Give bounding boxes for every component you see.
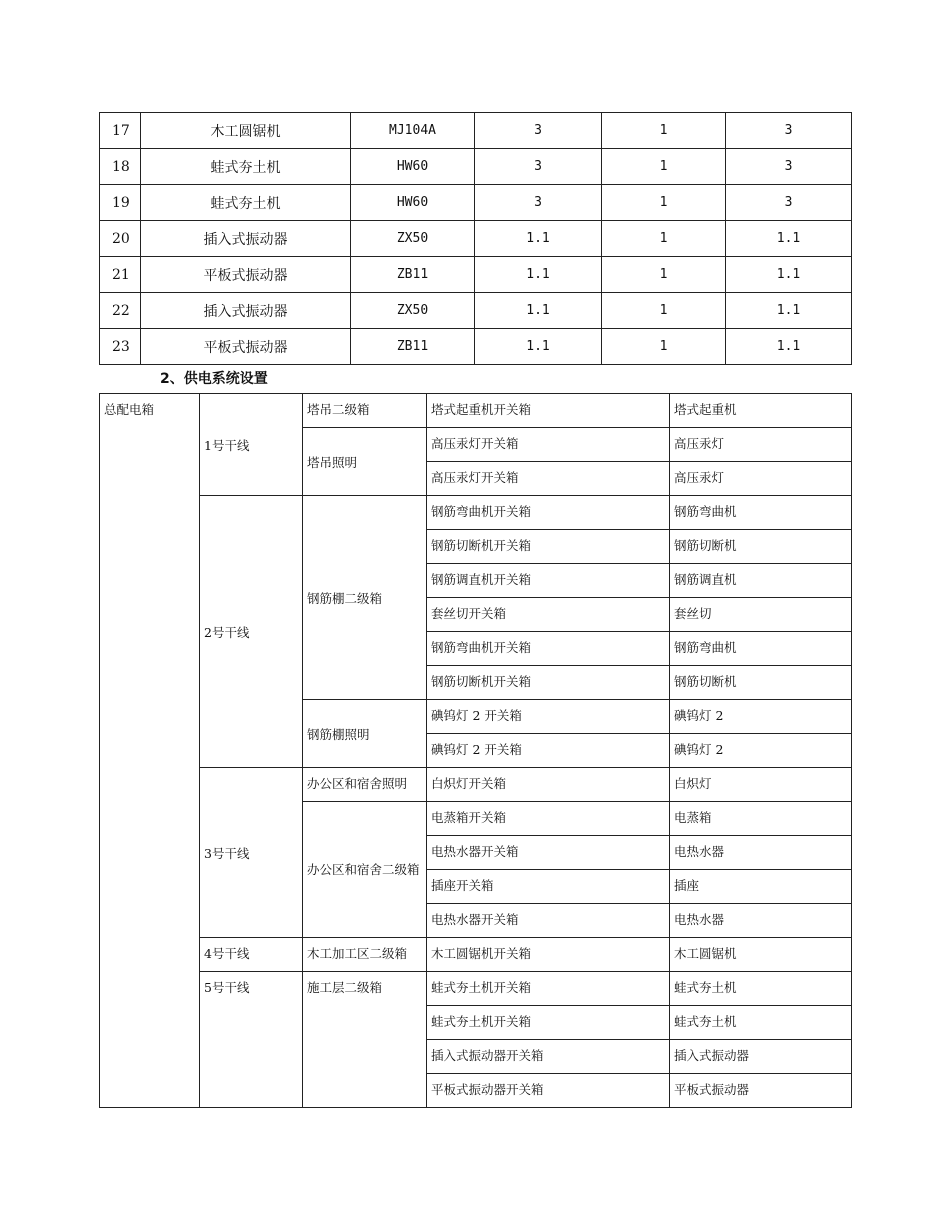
sub-box: 钢筋棚照明 — [303, 700, 427, 768]
quantity: 1 — [602, 257, 726, 293]
equipment-model: ZB11 — [351, 329, 475, 365]
row-number: 19 — [100, 185, 141, 221]
switch-box: 电热水器开关箱 — [427, 904, 670, 938]
equipment-model: ZX50 — [351, 221, 475, 257]
switch-box: 碘钨灯 2 开关箱 — [427, 734, 670, 768]
device: 塔式起重机 — [670, 394, 852, 428]
table-row — [100, 394, 852, 428]
device: 钢筋弯曲机 — [670, 632, 852, 666]
sub-box: 木工加工区二级箱 — [303, 938, 427, 972]
table-row — [100, 293, 852, 329]
device: 木工圆锯机 — [670, 938, 852, 972]
table-row — [100, 185, 852, 221]
sub-box: 办公区和宿舍二级箱 — [303, 802, 427, 938]
switch-box: 高压汞灯开关箱 — [427, 428, 670, 462]
trunk-line-4: 4号干线 — [200, 938, 303, 972]
device: 白炽灯 — [670, 768, 852, 802]
device: 钢筋调直机 — [670, 564, 852, 598]
rated-power: 3 — [475, 113, 602, 149]
device: 碘钨灯 2 — [670, 734, 852, 768]
device: 电热水器 — [670, 904, 852, 938]
switch-box: 蛙式夯土机开关箱 — [427, 1006, 670, 1040]
equipment-name: 平板式振动器 — [141, 329, 351, 365]
switch-box: 钢筋调直机开关箱 — [427, 564, 670, 598]
row-number: 17 — [100, 113, 141, 149]
equipment-model: HW60 — [351, 185, 475, 221]
quantity: 1 — [602, 113, 726, 149]
quantity: 1 — [602, 293, 726, 329]
device: 高压汞灯 — [670, 462, 852, 496]
device: 钢筋弯曲机 — [670, 496, 852, 530]
table-row — [100, 938, 852, 972]
row-number: 20 — [100, 221, 141, 257]
table-row — [100, 113, 852, 149]
switch-box: 高压汞灯开关箱 — [427, 462, 670, 496]
device: 碘钨灯 2 — [670, 700, 852, 734]
device: 电蒸箱 — [670, 802, 852, 836]
row-number: 21 — [100, 257, 141, 293]
device: 高压汞灯 — [670, 428, 852, 462]
trunk-line-5: 5号干线 — [200, 972, 303, 1108]
switch-box: 插座开关箱 — [427, 870, 670, 904]
switch-box: 木工圆锯机开关箱 — [427, 938, 670, 972]
table-row — [100, 257, 852, 293]
equipment-name: 插入式振动器 — [141, 293, 351, 329]
trunk-line-3: 3号干线 — [200, 768, 303, 938]
switch-box: 插入式振动器开关箱 — [427, 1040, 670, 1074]
table-row — [100, 496, 852, 530]
switch-box: 电热水器开关箱 — [427, 836, 670, 870]
row-number: 22 — [100, 293, 141, 329]
quantity: 1 — [602, 185, 726, 221]
switch-box: 碘钨灯 2 开关箱 — [427, 700, 670, 734]
trunk-line-2: 2号干线 — [200, 496, 303, 768]
switch-box: 白炽灯开关箱 — [427, 768, 670, 802]
row-number: 18 — [100, 149, 141, 185]
sub-box: 钢筋棚二级箱 — [303, 496, 427, 700]
quantity: 1 — [602, 221, 726, 257]
switch-box: 塔式起重机开关箱 — [427, 394, 670, 428]
switch-box: 钢筋弯曲机开关箱 — [427, 496, 670, 530]
device: 插入式振动器 — [670, 1040, 852, 1074]
row-number: 23 — [100, 329, 141, 365]
equipment-table — [99, 112, 852, 365]
quantity: 1 — [602, 329, 726, 365]
switch-box: 套丝切开关箱 — [427, 598, 670, 632]
total-power: 3 — [726, 113, 852, 149]
total-power: 1.1 — [726, 329, 852, 365]
equipment-model: ZX50 — [351, 293, 475, 329]
sub-box: 塔吊二级箱 — [303, 394, 427, 428]
equipment-model: HW60 — [351, 149, 475, 185]
rated-power: 1.1 — [475, 329, 602, 365]
equipment-name: 蛙式夯土机 — [141, 185, 351, 221]
sub-box: 办公区和宿舍照明 — [303, 768, 427, 802]
sub-box: 施工层二级箱 — [303, 972, 427, 1108]
switch-box: 钢筋切断机开关箱 — [427, 666, 670, 700]
trunk-line-1: 1号干线 — [200, 394, 303, 496]
main-distribution-box: 总配电箱 — [100, 394, 200, 1108]
section-heading: 2、供电系统设置 — [160, 371, 268, 387]
power-system-table — [99, 393, 852, 1108]
device: 套丝切 — [670, 598, 852, 632]
equipment-name: 平板式振动器 — [141, 257, 351, 293]
device: 蛙式夯土机 — [670, 1006, 852, 1040]
table-row — [100, 221, 852, 257]
sub-box: 塔吊照明 — [303, 428, 427, 496]
equipment-model: MJ104A — [351, 113, 475, 149]
switch-box: 平板式振动器开关箱 — [427, 1074, 670, 1108]
device: 钢筋切断机 — [670, 666, 852, 700]
table-row — [100, 972, 852, 1006]
rated-power: 1.1 — [475, 221, 602, 257]
switch-box: 蛙式夯土机开关箱 — [427, 972, 670, 1006]
table-row — [100, 768, 852, 802]
total-power: 1.1 — [726, 257, 852, 293]
rated-power: 3 — [475, 185, 602, 221]
equipment-name: 蛙式夯土机 — [141, 149, 351, 185]
table-row — [100, 149, 852, 185]
switch-box: 电蒸箱开关箱 — [427, 802, 670, 836]
rated-power: 1.1 — [475, 293, 602, 329]
rated-power: 1.1 — [475, 257, 602, 293]
equipment-name: 插入式振动器 — [141, 221, 351, 257]
device: 插座 — [670, 870, 852, 904]
device: 蛙式夯土机 — [670, 972, 852, 1006]
rated-power: 3 — [475, 149, 602, 185]
quantity: 1 — [602, 149, 726, 185]
device: 电热水器 — [670, 836, 852, 870]
device: 钢筋切断机 — [670, 530, 852, 564]
total-power: 1.1 — [726, 221, 852, 257]
total-power: 3 — [726, 185, 852, 221]
equipment-name: 木工圆锯机 — [141, 113, 351, 149]
switch-box: 钢筋切断机开关箱 — [427, 530, 670, 564]
table-row — [100, 329, 852, 365]
total-power: 3 — [726, 149, 852, 185]
device: 平板式振动器 — [670, 1074, 852, 1108]
switch-box: 钢筋弯曲机开关箱 — [427, 632, 670, 666]
equipment-table-body — [100, 113, 852, 365]
equipment-model: ZB11 — [351, 257, 475, 293]
total-power: 1.1 — [726, 293, 852, 329]
